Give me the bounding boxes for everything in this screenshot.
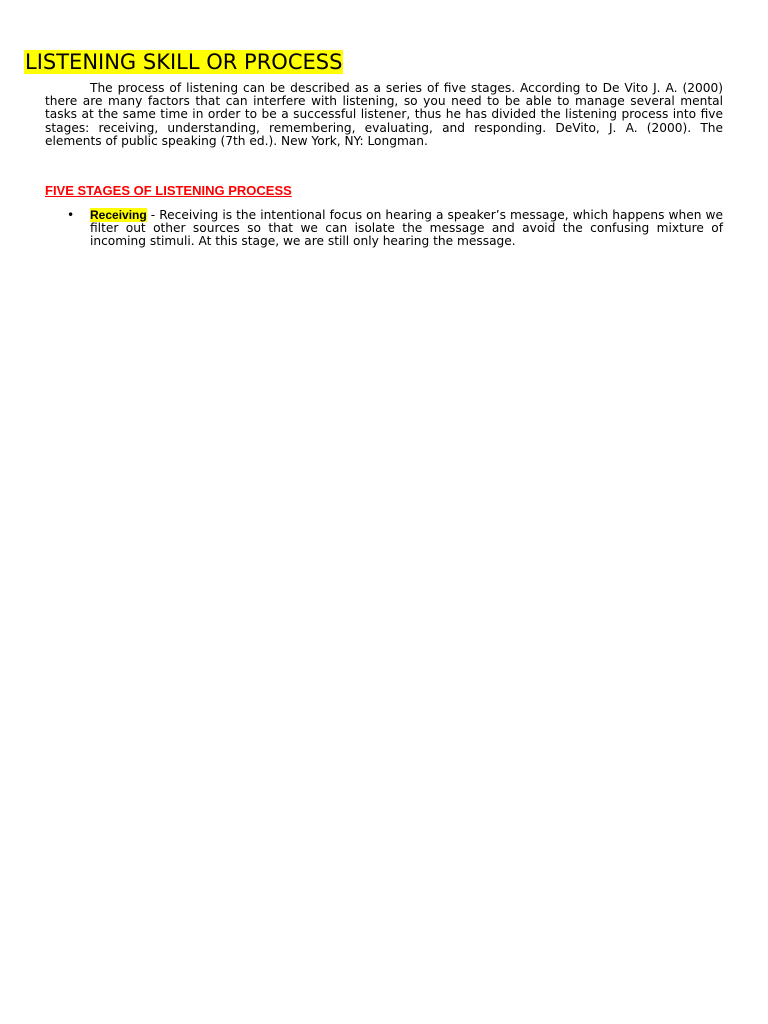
stages-list — [45, 209, 723, 249]
stage-description: - Receiving is the intentional focus on hearing a speaker’s message, which happens when we filter out other sources so that we can isolate the message and avoid the confusing mixture of incoming stimuli. At this stage, we are still only hearing the message. — [90, 208, 723, 249]
intro-paragraph: The process of listening can be described as a series of five stages. According to De Vito J. A. (2000) there are many factors that can interfere with listening, so you need to be able to manage several mental tasks at the same time in order to be a successful listener, thus he has divided the listening process into five stages: receiving, understanding, remembering, evaluating, and responding. DeVito, J. A. (2000). The elements of public speaking (7th ed.). New York, NY: Longman. — [45, 81, 723, 148]
section-heading: FIVE STAGES OF LISTENING PROCESS — [45, 183, 292, 198]
document-title — [24, 50, 343, 74]
document-title-text: LISTENING SKILL OR PROCESS — [25, 50, 343, 74]
bullet-icon: • — [67, 208, 75, 222]
list-item — [45, 209, 723, 249]
stage-term: Receiving — [90, 208, 147, 222]
